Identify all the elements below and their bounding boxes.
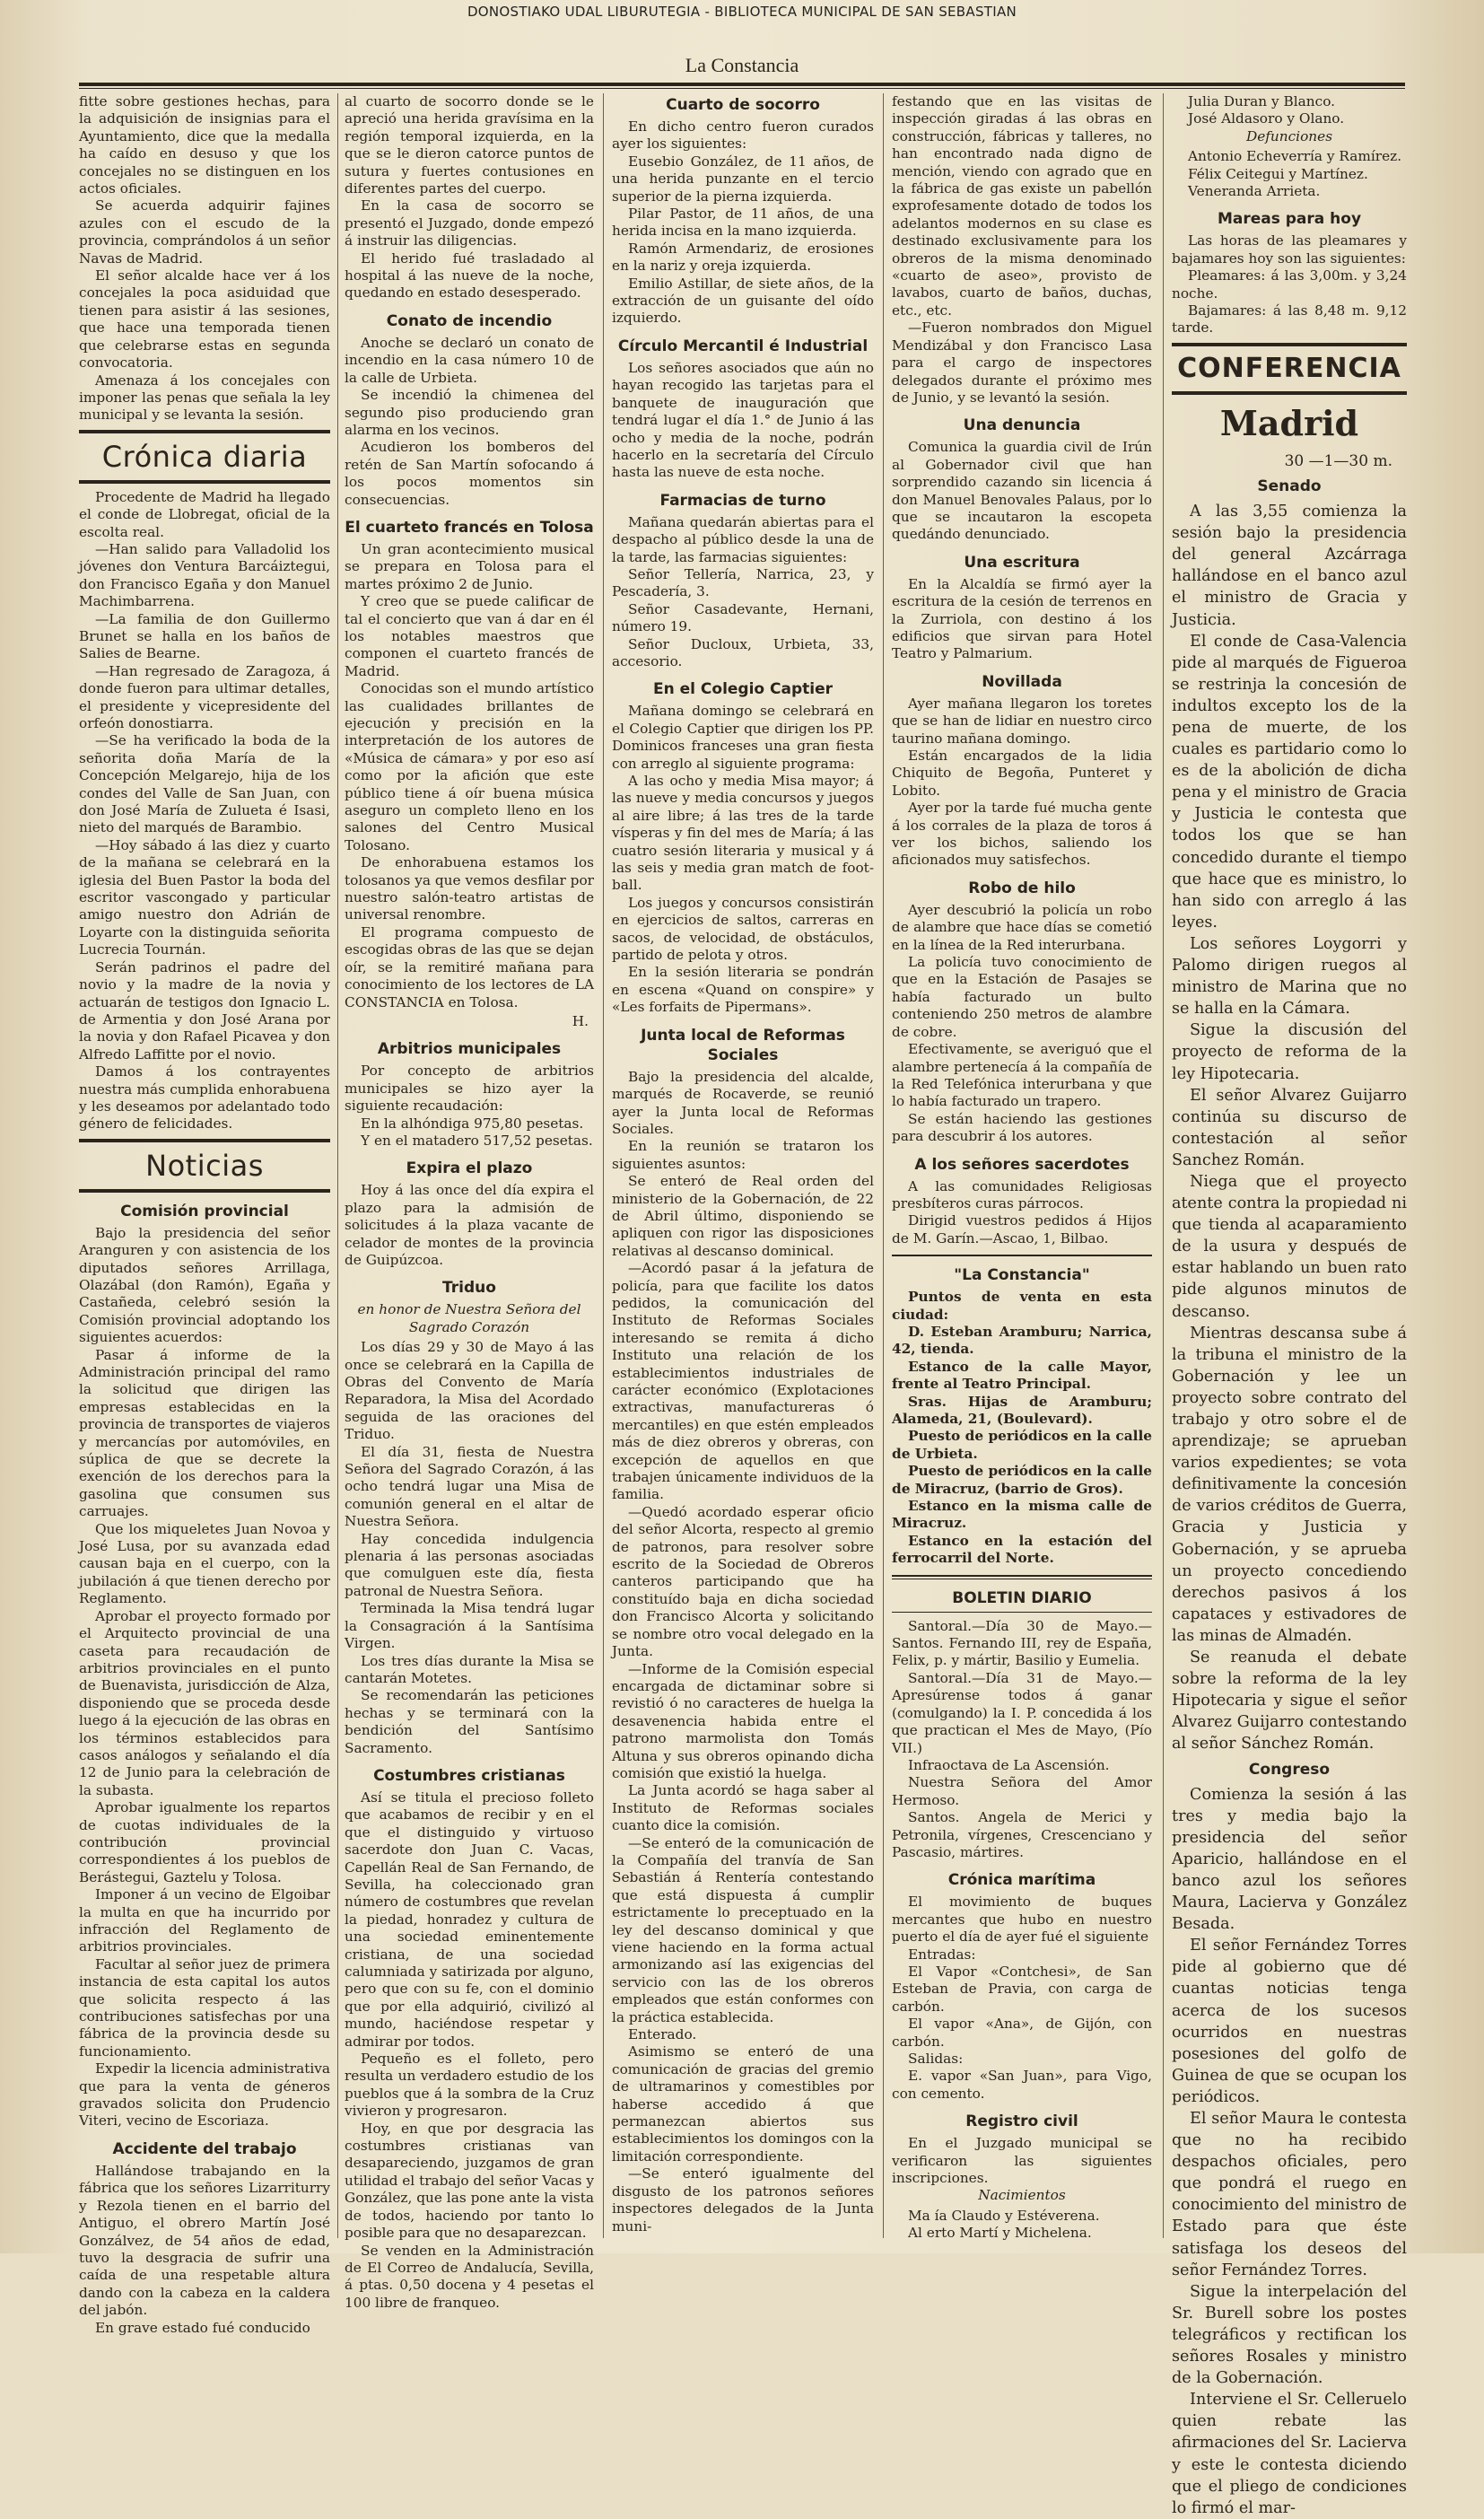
- paragraph: —Han regresado de Zaragoza, á donde fueron para ultimar detalles, el presidente y vicepresidente del orfeón donostiarra.: [79, 662, 330, 731]
- paragraph: Conocidas son el mundo artístico las cualidades brillantes de ejecución y precisión en la interpretación de los autores de «Música de cámara» y por eso así como por la afición que este público tiene á oír buena música aseguro un completo lleno en los salones del Centro Musical Tolosano.: [345, 680, 594, 853]
- paragraph: Hallándose trabajando en la fábrica que los señores Lizarriturry y Rezola tienen en el barrio del Antiguo, el obrero Martín José Gonzálvez, de 54 años de edad, tuvo la desgracia de sufrir una caída de una respetable altura dando con la cabeza en la caldera del jabón.: [79, 2162, 330, 2319]
- paragraph: Pequeño es el folleto, pero resulta un verdadero estudio de los pueblos que á la sombra de la Cruz vivieron y progresaron.: [345, 2051, 594, 2120]
- paragraph: Se enteró de Real orden del ministerio de la Gobernación, de 22 de Abril último, disponiendo se apliquen con rigor las disposiciones relativas al descanso dominical.: [612, 1173, 874, 1259]
- paragraph: Los juegos y concursos consistirán en ejercicios de saltos, carreras en sacos, de velocidad, de obstáculos, partido de pelota y otros.: [612, 894, 874, 964]
- robo-hilo-heading: Robo de hilo: [968, 879, 1076, 897]
- paragraph: El vapor «Ana», de Gijón, con carbón.: [892, 2016, 1152, 2050]
- paragraph: Sras. Hijas de Aramburu; Alameda, 21, (Boulevard).: [892, 1393, 1152, 1427]
- la-constancia-heading: "La Constancia": [954, 1266, 1090, 1285]
- escritura-heading: Una escritura: [964, 553, 1080, 572]
- expira-plazo-heading: Expira el plazo: [406, 1159, 533, 1178]
- paragraph: Se venden en la Administración de El Correo de Andalucía, Sevilla, á ptas. 0,50 docena y 4 pesetas el 100 libre de franqueo.: [345, 2242, 594, 2311]
- paragraph: De enhorabuena estamos los tolosanos ya que vemos desfilar por nuestro salón-teatro artistas de universal renombre.: [345, 854, 594, 923]
- sacerdotes-heading: A los señores sacerdotes: [914, 1155, 1130, 1174]
- paragraph: Los señores asociados que aún no hayan recogido las tarjetas para el banquete de inauguración que tendrá lugar el día 1.° de Junio á las ocho y media de la noche, podrán hacerlo en la secretaría del Círculo hasta las nueve de esta noche.: [612, 359, 874, 481]
- paragraph: al cuarto de socorro donde se le apreció una herida gravísima en la región temporal izquierda, en la que se le dieron catorce puntos de sutura y fuertes contusiones en diferentes partes del cuerpo.: [345, 93, 594, 197]
- defunciones-label: Defunciones: [1245, 127, 1333, 144]
- paragraph: fitte sobre gestiones hechas, para la adquisición de insignias para el Ayuntamiento, dice que la medalla ha caído en desuso y que los concejales no se distinguen en los actos oficiales.: [79, 93, 330, 197]
- paragraph: Puesto de periódicos en la calle de Urbieta.: [892, 1428, 1152, 1462]
- paragraph: Sigue la interpelación del Sr. Burell sobre los postes telegráficos y rectifican los señores Rosales y ministro de la Gobernación.: [1172, 2282, 1407, 2388]
- paragraph: Puntos de venta en esta ciudad:: [892, 1289, 1152, 1323]
- column-divider: [883, 93, 884, 2238]
- paragraph: —Fueron nombrados don Miguel Mendizábal y don Francisco Lasa para el cargo de inspectores delegados durante el próximo mes de Junio, y se levantó la sesión.: [892, 319, 1152, 406]
- paragraph: Damos á los contrayentes nuestra más cumplida enhorabuena y les deseamos por adelantado todo género de felicidades.: [79, 1063, 330, 1133]
- section-rule: [79, 480, 330, 484]
- paragraph: Enterado.: [628, 2026, 697, 2043]
- circulo-heading: Círculo Mercantil é Industrial: [617, 337, 869, 355]
- triduo-heading: Triduo: [442, 1279, 496, 1298]
- paragraph: —Han salido para Valladolid los jóvenes don Ventura Barcáiztegui, don Francisco Egaña y don Manuel Machimbarrena.: [79, 540, 330, 610]
- paragraph: Señor Tellería, Narrica, 23, y Pescadería, 3.: [612, 565, 874, 600]
- paragraph: Ramón Armendariz, de erosiones en la nariz y oreja izquierda.: [612, 240, 874, 275]
- comision-provincial-heading: Comisión provincial: [120, 1202, 289, 1220]
- paragraph: Hay concedida indulgencia plenaria á las personas asociadas que comulguen este día, fiesta patronal de Nuestra Señora.: [345, 1530, 594, 1599]
- paragraph: Pleamares: á las 3,00m. y 3,24 noche.: [1172, 267, 1407, 302]
- paragraph: Estanco en la estación del ferrocarril del Norte.: [892, 1532, 1152, 1567]
- paragraph: Pilar Pastor, de 11 años, de una herida incisa en la mano izquierda.: [612, 206, 874, 240]
- paragraph: Asimismo se enteró de una comunicación de gracias del gremio de ultramarinos y comestibles por haberse accedido á que permanezcan abiertos sus establecimientos los domingos con la limitación correspondiente.: [612, 2043, 874, 2165]
- paragraph: Se incendió la chimenea del segundo piso produciendo gran alarma en los vecinos.: [345, 387, 594, 438]
- paragraph: Las horas de las pleamares y bajamares hoy son las siguientes:: [1172, 232, 1407, 267]
- paragraph: Entradas:: [908, 1946, 976, 1963]
- paragraph: E. vapor «San Juan», para Vigo, con cemento.: [892, 2068, 1152, 2102]
- paragraph: Terminada la Misa tendrá lugar la Consagración á la Santísima Virgen.: [345, 1600, 594, 1652]
- section-rule: [79, 1139, 330, 1142]
- paragraph: Estanco de la calle Mayor, frente al Teatro Principal.: [892, 1358, 1152, 1393]
- box-rule: [892, 1575, 1152, 1577]
- column-1: [79, 93, 330, 2336]
- paragraph: En grave estado fué conducido: [95, 2319, 310, 2336]
- list-item: José Aldasoro y Olano.: [1188, 110, 1345, 127]
- list-item: Julia Duran y Blanco.: [1188, 93, 1335, 109]
- colegio-captier-heading: En el Colegio Captier: [653, 680, 833, 699]
- paragraph: Santos. Angela de Merici y Petronila, vírgenes, Crescenciano y Pascasio, mártires.: [892, 1809, 1152, 1860]
- section-rule: [1172, 391, 1407, 395]
- cronica-diaria-title: Crónica diaria: [101, 439, 308, 474]
- conato-incendio-heading: Conato de incendio: [386, 311, 553, 330]
- mareas-heading: Mareas para hoy: [1217, 210, 1362, 229]
- senado-heading: Senado: [1257, 477, 1322, 495]
- madrid-title: Madrid: [1219, 402, 1359, 443]
- paragraph: Ayer mañana llegaron los toretes que se han de lidiar en nuestro circo taurino mañana domingo.: [892, 695, 1152, 747]
- paragraph: Santoral.—Día 31 de Mayo.—Apresúrense todos á ganar (comulgando) la I. P. concedida á los que practican el Mes de Mayo, (Pío VII.): [892, 1669, 1152, 1756]
- costumbres-heading: Costumbres cristianas: [373, 1766, 565, 1785]
- cuarteto-heading: El cuarteto francés en Tolosa: [345, 518, 594, 537]
- section-rule: [1172, 343, 1407, 346]
- boletin-diario-heading: BOLETIN DIARIO: [952, 1588, 1092, 1607]
- cronica-maritima-heading: Crónica marítima: [947, 1871, 1096, 1890]
- box-rule-thin: [892, 1612, 1152, 1613]
- paragraph: El señor alcalde hace ver á los concejales la poca asiduidad que tienen para asistir á las sesiones, que hace una temporada tienen que celebrarse estas en segunda convocatoria.: [79, 267, 330, 372]
- paragraph: Santoral.—Día 30 de Mayo.—Santos. Fernando III, rey de España, Felix, p. y mártir, Basilio y Eumelia.: [892, 1617, 1152, 1669]
- paragraph: Emilio Astillar, de siete años, de la extracción de un guisante del oído izquierdo.: [612, 275, 874, 327]
- paragraph: Eusebio González, de 11 años, de una herida punzante en el tercio superior de la pierna izquierda.: [612, 153, 874, 205]
- nacimientos-label: Nacimientos: [978, 2187, 1066, 2204]
- paragraph: —Informe de la Comisión especial encargada de dictaminar sobre si revistió ó no caracteres de huelga la desavenencia habida entre el patrono marmolista don Tomás Altuna y sus obreros opinando dicha comisión que existió la huelga.: [612, 1660, 874, 1781]
- paragraph: Se están haciendo las gestiones para descubrir á los autores.: [892, 1110, 1152, 1145]
- paragraph: En la Alcaldía se firmó ayer la escritura de la cesión de terrenos en la Zurriola, con destino á los edificios que sirvan para Hotel Teatro y Palmarium.: [892, 575, 1152, 662]
- paragraph: Infraoctava de La Ascensión.: [908, 1756, 1110, 1773]
- triduo-subheading: en honor de Nuestra Señora del Sagrado Corazón: [357, 1301, 581, 1335]
- paragraph: D. Esteban Aramburu; Narrica, 42, tienda.: [892, 1323, 1152, 1358]
- paragraph: Señor Casadevante, Hernani, número 19.: [612, 600, 874, 635]
- paragraph: Efectivamente, se averiguó que el alambre pertenecía á la compañía de la Red Telefónica interurbana y que lo había facturado un trapero.: [892, 1041, 1152, 1110]
- novillada-heading: Novillada: [982, 672, 1062, 691]
- section-rule: [79, 1189, 330, 1193]
- paragraph: Se acuerda adquirir fajines azules con el escudo de la provincia, comprándolos á un señor Navas de Madrid.: [79, 197, 330, 267]
- masthead-rule-thin: [79, 88, 1405, 89]
- accidente-heading: Accidente del trabajo: [112, 2139, 297, 2158]
- paragraph: Por concepto de arbitrios municipales se hizo ayer la siguiente recaudación:: [345, 1063, 594, 1115]
- paragraph: El conde de Casa-Valencia pide al marqués de Figueroa se restrinja la concesión de indultos excepto los de la pena de muerte, de los cuales es partidario como lo es de la abolición de dicha pena y el ministro de Gracia y Justicia le contesta que todos los que se han concedido durante el tiempo que hace que es ministro, lo han sido con arreglo á las leyes.: [1172, 632, 1407, 932]
- paragraph: Nuestra Señora del Amor Hermoso.: [892, 1774, 1152, 1808]
- paragraph: —Se enteró de la comunicación de la Compañía del tranvía de San Sebastián á Rentería contestando que está dispuesta á cumplir estrictamente lo preceptuado en la ley del descanso dominical y que viene haciendo en la forma actual armonizando así las exigencias del servicio con las de los obreros empleados que están conformes con la práctica establecida.: [612, 1834, 874, 2025]
- paragraph: festando que en las visitas de inspección giradas á las obras en construcción, fábricas y talleres, no han encontrado nada digno de mención, viendo con agrado que en la fábrica de gas existe un pabellón exprofesamente dotado de todos los adelantos modernos en su clase es destinado exclusivamente para los obreros de la misma denominado «cuarto de aseo», provisto de lavabos, cuarto de baños, duchas, etc., etc.: [892, 93, 1152, 319]
- paragraph: La policía tuvo conocimiento de que en la Estación de Pasajes se había facturado un bulto conteniendo 250 metros de alambre de cobre.: [892, 954, 1152, 1040]
- column-4: [892, 93, 1152, 2243]
- paragraph: Y en el matadero 517,52 pesetas.: [361, 1132, 593, 1149]
- paragraph: —Acordó pasar á la jefatura de policía, para que facilite los datos pedidos, la comunicación del Instituto de Reformas Sociales interesando se remita á dicho Instituto una relación de los establecimientos industriales de carácter económico (Explotaciones extractivas, manufactureras ó mercantiles) en que estén empleados más de diez obreros y obreras, con excepción de aquellos en que trabajen únicamente individuos de la familia.: [612, 1260, 874, 1503]
- paragraph: Los tres días durante la Misa se cantarán Motetes.: [345, 1652, 594, 1686]
- paragraph: Serán padrinos el padre del novio y la madre de la novia y actuarán de testigos don Ignacio L. de Armentia y don José Arana por la novia y don Rafael Picavea y don Alfredo Laffitte por el novio.: [79, 958, 330, 1063]
- paragraph: Que los miqueletes Juan Novoa y José Lusa, por su avanzada edad causan baja en el cuerpo, con la jubilación á que tienen derecho por Reglamento.: [79, 1520, 330, 1607]
- paragraph: El movimiento de buques mercantes que hubo en nuestro puerto el día de ayer fué el siguiente: [892, 1894, 1152, 1946]
- paragraph: El señor Alvarez Guijarro continúa su discurso de contestación al señor Sanchez Román.: [1172, 1086, 1407, 1169]
- paragraph: Acudieron los bomberos del retén de San Martín sofocando á los pocos momentos sin consecuencias.: [345, 439, 594, 508]
- paragraph: El señor Maura le contesta que no ha recibido despachos oficiales, pero que pondrá el ruego en conocimiento del ministro de Estado para que éste satisfaga los deseos del señor Fernández Torres.: [1172, 2110, 1407, 2279]
- paragraph: Facultar al señor juez de primera instancia de esta capital los autos que solicita respecto á las contribuciones satisfechas por una fábrica de la provincia desde su funcionamiento.: [79, 1955, 330, 2060]
- paragraph: Bajo la presidencia del señor Aranguren y con asistencia de los diputados señores Arrillaga, Olazábal (don Ramón), Egaña y Castañeda, celebró sesión la Comisión provincial adoptando los siguientes acuerdos:: [79, 1224, 330, 1346]
- paragraph: Imponer á un vecino de Elgoibar la multa en que ha incurrido por infracción del Reglamento de arbitrios provinciales.: [79, 1886, 330, 1955]
- farmacias-heading: Farmacias de turno: [659, 491, 826, 510]
- paragraph: Se reanuda el debate sobre la reforma de la ley Hipotecaria y sigue el señor Alvarez Guijarro contestando al señor Sánchez Román.: [1172, 1649, 1407, 1754]
- list-item: Al erto Martí y Michelena.: [908, 2225, 1092, 2242]
- library-header: DONOSTIAKO UDAL LIBURUTEGIA - BIBLIOTECA MUNICIPAL DE SAN SEBASTIAN: [467, 4, 1017, 20]
- paragraph: Bajo la presidencia del alcalde, marqués de Rocaverde, se reunió ayer la Junta local de Reformas Sociales.: [612, 1068, 874, 1137]
- paragraph: Sigue la discusión del proyecto de reforma de la ley Hipotecaria.: [1172, 1021, 1407, 1083]
- paragraph: El Vapor «Contchesi», de San Esteban de Pravia, con carga de carbón.: [892, 1963, 1152, 2015]
- paragraph: A las ocho y media Misa mayor; á las nueve y media concursos y juegos al aire libre; á las tres de la tarde vísperas y fin del mes de María; á las cuatro sesión literaria y musical y á las seis y media gran match de foot-ball.: [612, 773, 874, 894]
- paragraph: Aprobar igualmente los repartos de cuotas individuales de la contribución provincial correspondientes á los pueblos de Berástegui, Gaztelu y Tolosa.: [79, 1799, 330, 1885]
- congreso-heading: Congreso: [1248, 1760, 1331, 1779]
- paragraph: Mañana domingo se celebrará en el Colegio Captier que dirigen los PP. Dominicos franceses una gran fiesta con arreglo al siguiente programa:: [612, 703, 874, 772]
- list-item: Ma ía Claudo y Estéverena.: [908, 2207, 1100, 2224]
- paragraph: Así se titula el precioso folleto que acabamos de recibir y en el que el distinguido y virtuoso sacerdote don Juan C. Vacas, Capellán Real de San Fernando, de Sevilla, ha coleccionado gran número de costumbres que revelan la piedad, honradez y cultura de una sociedad eminentemente cristiana, de una sociedad calumniada y satirizada por alguno, pero que con su fe, con el dominio que por ella adquirió, civilizó al mundo, haciéndose respetar y admirar por todos.: [345, 1789, 595, 2050]
- paragraph: Niega que el proyecto atente contra la propiedad ni que tienda al acaparamiento de la usura y después de estar hablando un buen rato pide algunos minutos de descanso.: [1172, 1172, 1407, 1321]
- denuncia-heading: Una denuncia: [963, 416, 1081, 435]
- paragraph: En la reunión se trataron los siguientes asuntos:: [612, 1138, 874, 1172]
- paragraph: La Junta acordó se haga saber al Instituto de Reformas sociales cuanto dice la comisión.: [612, 1782, 874, 1834]
- masthead-rule: [79, 83, 1405, 86]
- paragraph: —Se ha verificado la boda de la señorita doña María de la Concepción Melgarejo, hija de los condes del Valle de San Juan, con don José María de Zulueta é Isasi, nieto del marqués de Barambio.: [79, 732, 330, 836]
- paragraph: A las comunidades Religiosas presbíteros curas párrocos.: [892, 1177, 1152, 1211]
- list-item: Félix Ceitegui y Martínez.: [1188, 165, 1368, 182]
- paragraph: Comunica la guardia civil de Irún al Gobernador civil que han sorprendido cazando sin licencia á don Manuel Benovales Palaus, por lo que se incautaron la escopeta quedándo denunciado.: [892, 439, 1152, 543]
- paragraph: Están encargados de la lidia Chiquito de Begoña, Punteret y Lobito.: [892, 748, 1152, 799]
- paragraph: Pasar á informe de la Administración principal del ramo la solicitud que dirigen las empresas establecidas en la provincia de transportes de viajeros y mercancías por automóviles, en súplica de que se decrete la exención de los derechos para la gasolina que consumen sus carruajes.: [79, 1346, 330, 1520]
- paragraph: El herido fué trasladado al hospital á las nueve de la noche, quedando en estado desesperado.: [345, 249, 594, 302]
- paragraph: Hoy, en que por desgracia las costumbres cristianas van desapareciendo, juzgamos de gran utilidad el trabajo del señor Vacas y González, que las pone ante la vista de todos, haciendo por tanto lo posible para que no desaparezcan.: [345, 2120, 594, 2242]
- paragraph: Expedir la licencia administrativa que para la venta de géneros gravados solicita don Prudencio Viteri, vecino de Escoriaza.: [79, 2060, 330, 2130]
- paragraph: Los señores Loygorri y Palomo dirigen ruegos al ministro de Marina que no se halla en la Cámara.: [1172, 934, 1407, 1019]
- paragraph: Comienza la sesión á las tres y media bajo la presidencia del señor Aparicio, hallándose en el banco azul los señores Maura, Lacierva y González Besada.: [1172, 1785, 1407, 1934]
- paragraph: Ayer por la tarde fué mucha gente á los corrales de la plaza de toros á ver los bichos, saliendo los aficionados muy satisfechos.: [892, 800, 1152, 869]
- junta-reformas-heading: Junta local de Reformas Sociales: [641, 1026, 845, 1064]
- dateline: 30 —1—30 m.: [1284, 451, 1392, 470]
- box-rule: [892, 1255, 1152, 1256]
- section-rule: [79, 430, 330, 433]
- column-divider: [337, 93, 338, 2238]
- paragraph: Señor Ducloux, Urbieta, 33, accesorio.: [612, 635, 874, 669]
- paragraph: En la casa de socorro se presentó el Juzgado, donde empezó á instruir las diligencias.: [345, 197, 594, 249]
- paragraph: Puesto de periódicos en la calle de Miracruz, (barrio de Gros).: [892, 1463, 1152, 1497]
- paragraph: A las 3,55 comienza la sesión bajo la presidencia del general Azcárraga hallándose en el banco azul el ministro de Gracia y Justicia.: [1172, 503, 1407, 629]
- list-item: Antonio Echeverría y Ramírez.: [1188, 148, 1402, 165]
- paragraph: —La familia de don Guillermo Brunet se halla en los baños de Salies de Bearne.: [79, 610, 330, 662]
- paragraph: En el Juzgado municipal se verificaron las siguientes inscripciones.: [892, 2135, 1152, 2187]
- paragraph: Ayer descubrió la policía un robo de alambre que hace días se cometió en la línea de la Red interurbana.: [892, 901, 1152, 953]
- paragraph: Se recomendarán las peticiones hechas y se terminará con la bendición del Santísimo Sacramento.: [345, 1687, 594, 1756]
- paragraph: Los días 29 y 30 de Mayo á las once se celebrará en la Capilla de Obras del Convento de María Reparadora, la Misa del Acordado seguida de las oraciones del Triduo.: [345, 1339, 594, 1443]
- paragraph: Dirigid vuestros pedidos á Hijos de M. Garín.—Ascao, 1, Bilbao.: [892, 1212, 1152, 1246]
- column-divider: [1163, 93, 1164, 2238]
- paragraph: Y creo que se puede calificar de tal el concierto que van á dar en él los notables maestros que componen el cuarteto francés de Madrid.: [345, 593, 594, 679]
- paragraph: Estanco en la misma calle de Miracruz.: [892, 1498, 1152, 1532]
- paragraph: Mientras descansa sube á la tribuna el ministro de la Gobernación y lee un proyecto sobre contrato del trabajo y otro sobre el de aprendizaje; se aprueban varios expedientes; se vota definitivamente la concesión de varios créditos de Guerra, Gracia y Justicia y Gobernación, y se aprueba un proyecto concediendo derechos pasivos á los capataces y estivadores de las minas de Almadén.: [1172, 1324, 1407, 1645]
- paragraph: El programa compuesto de escogidas obras de las que se dejan oír, se la remitiré mañana para conocimiento de los lectores de LA CONSTANCIA en Tolosa.: [345, 923, 594, 1010]
- paragraph: Mañana quedarán abiertas para el despacho al público desde la una de la tarde, las farmacias siguientes:: [612, 513, 874, 565]
- paragraph: Un gran acontecimiento musical se prepara en Tolosa para el martes próximo 2 de Junio.: [345, 540, 594, 592]
- column-5: [1172, 93, 1407, 2517]
- paragraph: En la alhóndiga 975,80 pesetas.: [361, 1115, 584, 1132]
- conferencia-title: CONFERENCIA: [1177, 352, 1401, 384]
- column-divider: [603, 93, 604, 2238]
- paragraph: —Hoy sábado á las diez y cuarto de la mañana se celebrará en la iglesia del Buen Pastor la boda del escritor vascongado y particular amigo nuestro don Adrián de Loyarte con la distinguida señorita Lucrecia Tournán.: [79, 836, 330, 958]
- paragraph: En la sesión literaria se pondrán en escena «Quand on conspire» y «Les forfaits de Pipermans».: [612, 964, 874, 1016]
- paragraph: Anoche se declaró un conato de incendio en la casa número 10 de la calle de Urbieta.: [345, 334, 594, 386]
- paragraph: —Quedó acordado esperar oficio del señor Alcorta, respecto al gremio de patronos, para resolver sobre escrito de la Sociedad de Obreros canteros participando que ha constituído baja en dicha sociedad don Francisco Alcorta y solicitando se nombre otro vocal delegado en la Junta.: [612, 1503, 874, 1660]
- column-2: [345, 93, 595, 2311]
- column-3: [612, 93, 874, 2243]
- paragraph: El día 31, fiesta de Nuestra Señora del Sagrado Corazón, á las ocho tendrá lugar una Misa de comunión general en el altar de Nuestra Señora.: [345, 1443, 594, 1530]
- paragraph: Bajamares: á las 8,48 m. 9,12 tarde.: [1172, 302, 1407, 337]
- arbitrios-heading: Arbitrios municipales: [377, 1040, 562, 1059]
- registro-civil-heading: Registro civil: [965, 2112, 1078, 2131]
- signature: H.: [572, 1012, 589, 1029]
- masthead: La Constancia: [685, 54, 799, 76]
- paragraph: Interviene el Sr. Celleruelo quien rebate las afirmaciones del Sr. Lacierva y este le contesta diciendo que el pliego de condiciones lo firmó el mar-: [1172, 2391, 1407, 2517]
- noticias-title: Noticias: [145, 1148, 264, 1183]
- paragraph: Procedente de Madrid ha llegado el conde de Llobregat, oficial de la escolta real.: [79, 488, 330, 540]
- paragraph: Aprobar el proyecto formado por el Arquitecto provincial de una caseta para recaudación de arbitrios provinciales en el punto de Buenavista, jurisdicción de Alza, disponiendo que se proceda desde luego á la ejecución de las obras en los términos establecidos para casos análogos y señalando el día 12 de Junio para la celebración de la subasta.: [79, 1607, 330, 1798]
- paragraph: En dicho centro fueron curados ayer los siguientes:: [612, 118, 874, 153]
- paragraph: Salidas:: [908, 2051, 964, 2067]
- paragraph: El señor Fernández Torres pide al gobierno que dé cuantas noticias tenga acerca de los sucesos ocurridos en nuestras posesiones del golfo de Guinea de que se ocupan los periódicos.: [1172, 1937, 1407, 2106]
- paragraph: —Se enteró igualmente del disgusto de los patronos señores inspectores delegados de la Junta muni-: [612, 2165, 874, 2235]
- cuarto-socorro-heading: Cuarto de socorro: [666, 96, 820, 114]
- paragraph: Amenaza á los concejales con imponer las penas que señala la ley municipal y se levanta la sesión.: [79, 372, 330, 424]
- list-item: Venerandа Arrieta.: [1188, 183, 1321, 200]
- paragraph: Hoy á las once del día expira el plazo para la admisión de solicitudes á la plaza vacante de celador de montes de la provincia de Guipúzcoa.: [345, 1182, 594, 1268]
